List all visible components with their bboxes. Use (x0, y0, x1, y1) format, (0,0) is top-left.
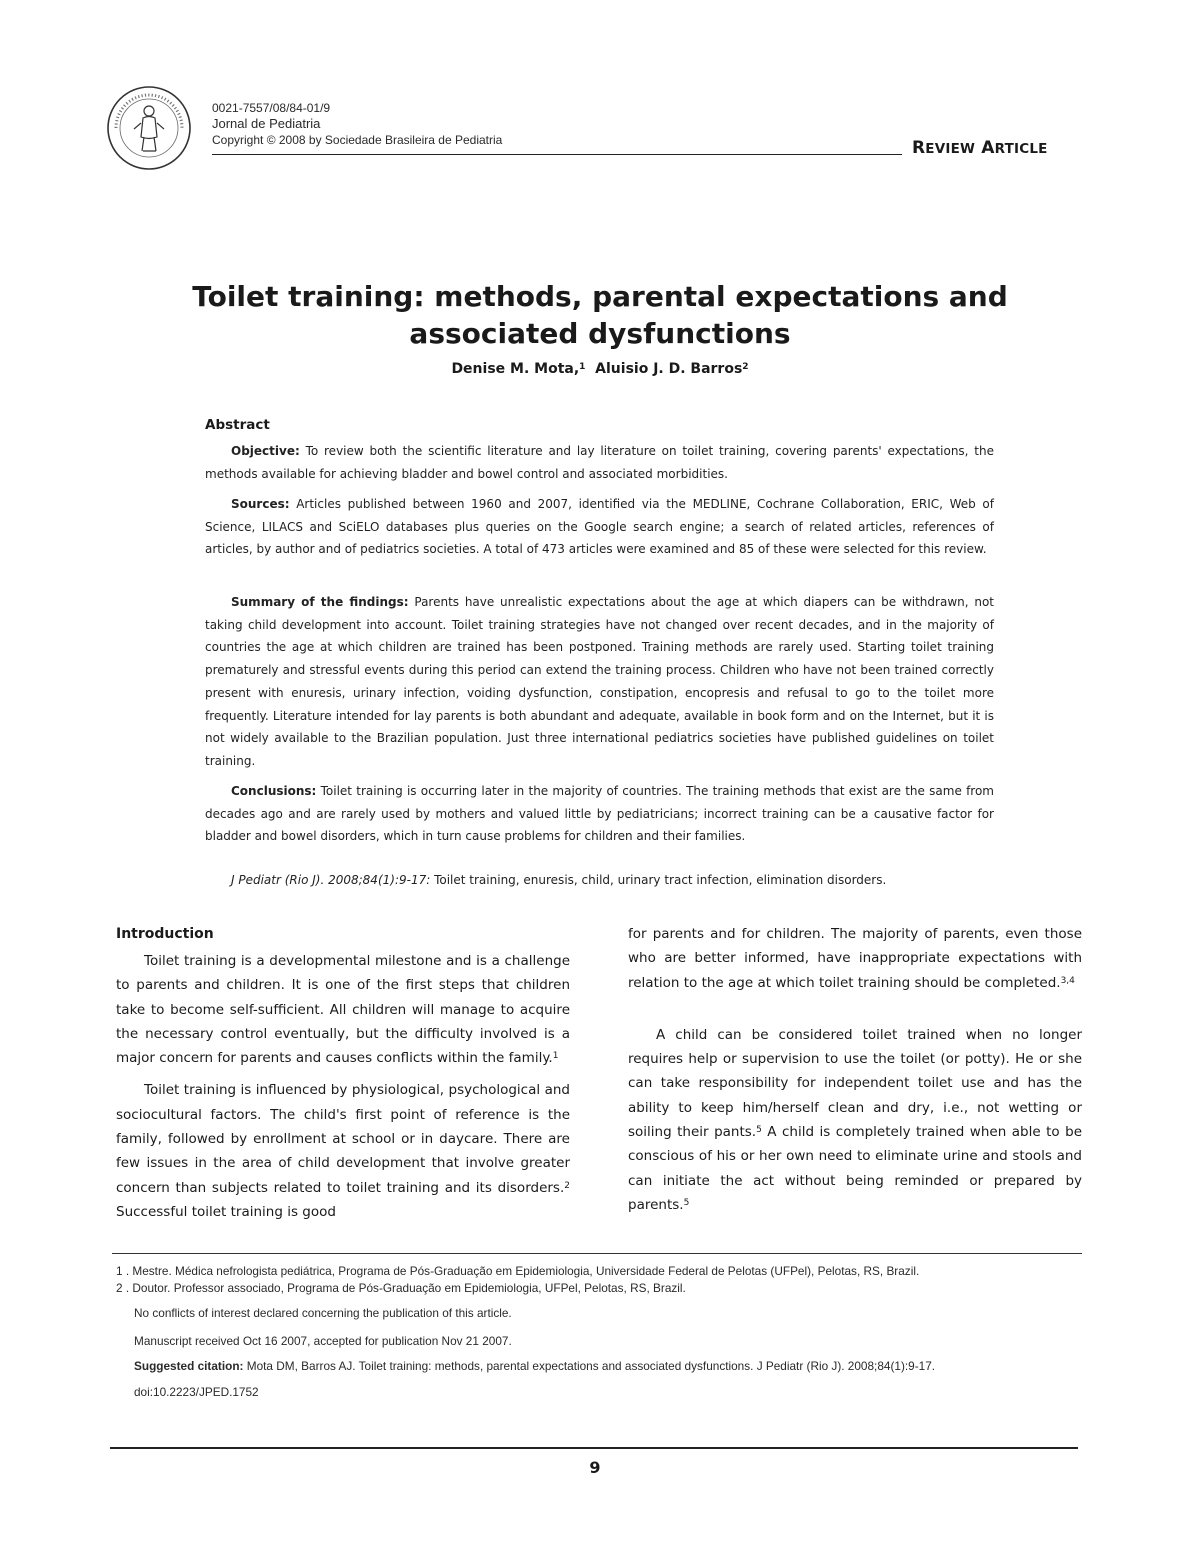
paragraph-text: Toilet training is a developmental milestone and is a challenge to parents and children. It is one of the first steps that children take to become self-sufficient. All children will manage to acquire the necessary control eventually, but the difficulty involved is a major concern for parents and causes conflicts within the family. (116, 953, 570, 1067)
header-rule (212, 154, 902, 155)
citation-label: Suggested citation: (134, 1359, 244, 1373)
issn: 0021-7557/08/84-01/9 (212, 101, 331, 115)
author-name: Aluisio J. D. Barros (595, 361, 743, 377)
body-paragraph (116, 949, 570, 1070)
author-affiliation-ref: 2 (742, 362, 749, 372)
abstract-objective (205, 440, 994, 485)
society-seal-logo (106, 85, 192, 171)
conclusions-label: Conclusions: (231, 784, 317, 798)
paragraph-text: Successful toilet training is good (116, 1203, 336, 1220)
page-bottom-rule (110, 1447, 1078, 1449)
summary-text: Parents have unrealistic expectations about the age at which diapers can be withdrawn, not taking child development into account. Toilet training strategies have not changed over recent decades, and in the majority of countries the age at which children are trained has been postponed. Training methods are rarely used. Starting toilet training prematurely and stressful events during this period can extend the training process. Children who have not been trained correctly present with enuresis, urinary infection, voiding dysfunction, constipation, encopresis and refusal to go to the toilet more frequently. Literature intended for lay parents is both abundant and adequate, available in book form and on the Internet, but it is not widely available to the Brazilian population. Just three international pediatrics societies have published guidelines on toilet training. (205, 595, 994, 768)
paragraph-text: for parents and for children. The majority of parents, even those who are better informed, have inappropriate expectations with relation to the age at which toilet training should be completed. (628, 926, 1082, 991)
author-affiliation-ref: 1 (579, 362, 586, 372)
citation-ref: 2 (564, 1180, 570, 1191)
journal-header (212, 100, 502, 148)
conclusions-text: Toilet training is occurring later in the majority of countries. The training methods that exist are the same from decades ago and are rarely used by mothers and valued little by pediatricians; incorrect training can be a causative factor for bladder and bowel disorders, which in turn cause problems for children and their families. (205, 784, 994, 844)
article-title: Toilet training: methods, parental expectations and associated dysfunctions (192, 280, 1008, 350)
author-list (150, 359, 1050, 379)
journal-name: Jornal de Pediatria (212, 116, 321, 131)
body-column-left (116, 924, 570, 1224)
keywords-line (231, 870, 886, 890)
copyright-line: Copyright © 2008 by Sociedade Brasileira de Pediatria (212, 133, 503, 147)
citation-text: Mota DM, Barros AJ. Toilet training: methods, parental expectations and associated dysfunctions. J Pediatr (Rio J). 2008;84(1):9-17. (246, 1359, 936, 1373)
citation-ref: 5 (756, 1125, 762, 1136)
citation-ref: 5 (683, 1197, 690, 1208)
paragraph-text: A child can be considered toilet trained when no longer requires help or supervision to use the toilet (or potty). He or she can take responsibility for independent toilet use and has the ability to keep him/herself clean and dry, i.e., not wetting or soiling their pants. (628, 1026, 1082, 1141)
citation-ref: 1 (552, 1051, 559, 1062)
suggested-citation (134, 1358, 1094, 1374)
body-paragraph (628, 922, 1082, 995)
sources-text: Articles published between 1960 and 2007, identified via the MEDLINE, Cochrane Collaboration, ERIC, Web of Science, LILACS and SciELO databases plus queries on the Google search engine; a search of related articles, references of articles, by author and of pediatrics societies. A total of 473 articles were examined and 85 of these were selected for this review. (205, 497, 994, 557)
summary-label: Summary of the findings: (231, 595, 409, 609)
body-paragraph (116, 1078, 570, 1224)
footnote-rule (112, 1253, 1082, 1254)
manuscript-dates: Manuscript received Oct 16 2007, accepted for publication Nov 21 2007. (134, 1334, 512, 1348)
author-name: Denise M. Mota, (451, 361, 580, 377)
citation-ref: 3,4 (1060, 975, 1075, 986)
objective-text: To review both the scientific literature and lay literature on toilet training, covering parents' expectations, the methods available for achieving bladder and bowel control and associated morbidities. (205, 444, 994, 481)
footnote-affiliation-1: 1 . Mestre. Médica nefrologista pediátrica, Programa de Pós-Graduação em Epidemiologia, Universidade Federal de Pelotas (UFPel), Pelotas, RS, Brazil. (116, 1264, 920, 1278)
citation-reference: J Pediatr (Rio J). 2008;84(1):9-17: (231, 873, 431, 887)
abstract-heading: Abstract (205, 417, 270, 433)
article-type (912, 138, 1048, 158)
doi: doi:10.2223/JPED.1752 (134, 1385, 259, 1399)
footnote-affiliation-2: 2 . Doutor. Professor associado, Programa de Pós-Graduação em Epidemiologia, UFPel, Pelotas, RS, Brazil. (116, 1281, 686, 1295)
section-heading: Introduction (116, 926, 214, 942)
paragraph-text: Toilet training is influenced by physiological, psychological and sociocultural factors. The child's first point of reference is the family, followed by enrollment at school or in daycare. There are few issues in the area of child development that involve greater concern than subjects related to toilet training and its disorders. (116, 1082, 570, 1196)
keywords: Toilet training, enuresis, child, urinary tract infection, elimination disorders. (434, 873, 887, 887)
page-number: 9 (589, 1458, 601, 1477)
objective-label: Objective: (231, 444, 300, 458)
paragraph-text: A child is completely trained when able to be conscious of his or her own need to eliminate urine and stools and can initiate the act without being reminded or prepared by parents. (628, 1124, 1082, 1213)
article-type-label: REVIEW ARTICLE (912, 138, 1048, 158)
sources-label: Sources: (231, 497, 290, 511)
abstract-conclusions (205, 780, 994, 848)
body-column-right (628, 922, 1082, 1217)
body-paragraph (628, 1023, 1082, 1217)
conflicts-statement: No conflicts of interest declared concerning the publication of this article. (134, 1306, 512, 1320)
abstract-summary (205, 591, 994, 773)
abstract-sources (205, 493, 994, 561)
